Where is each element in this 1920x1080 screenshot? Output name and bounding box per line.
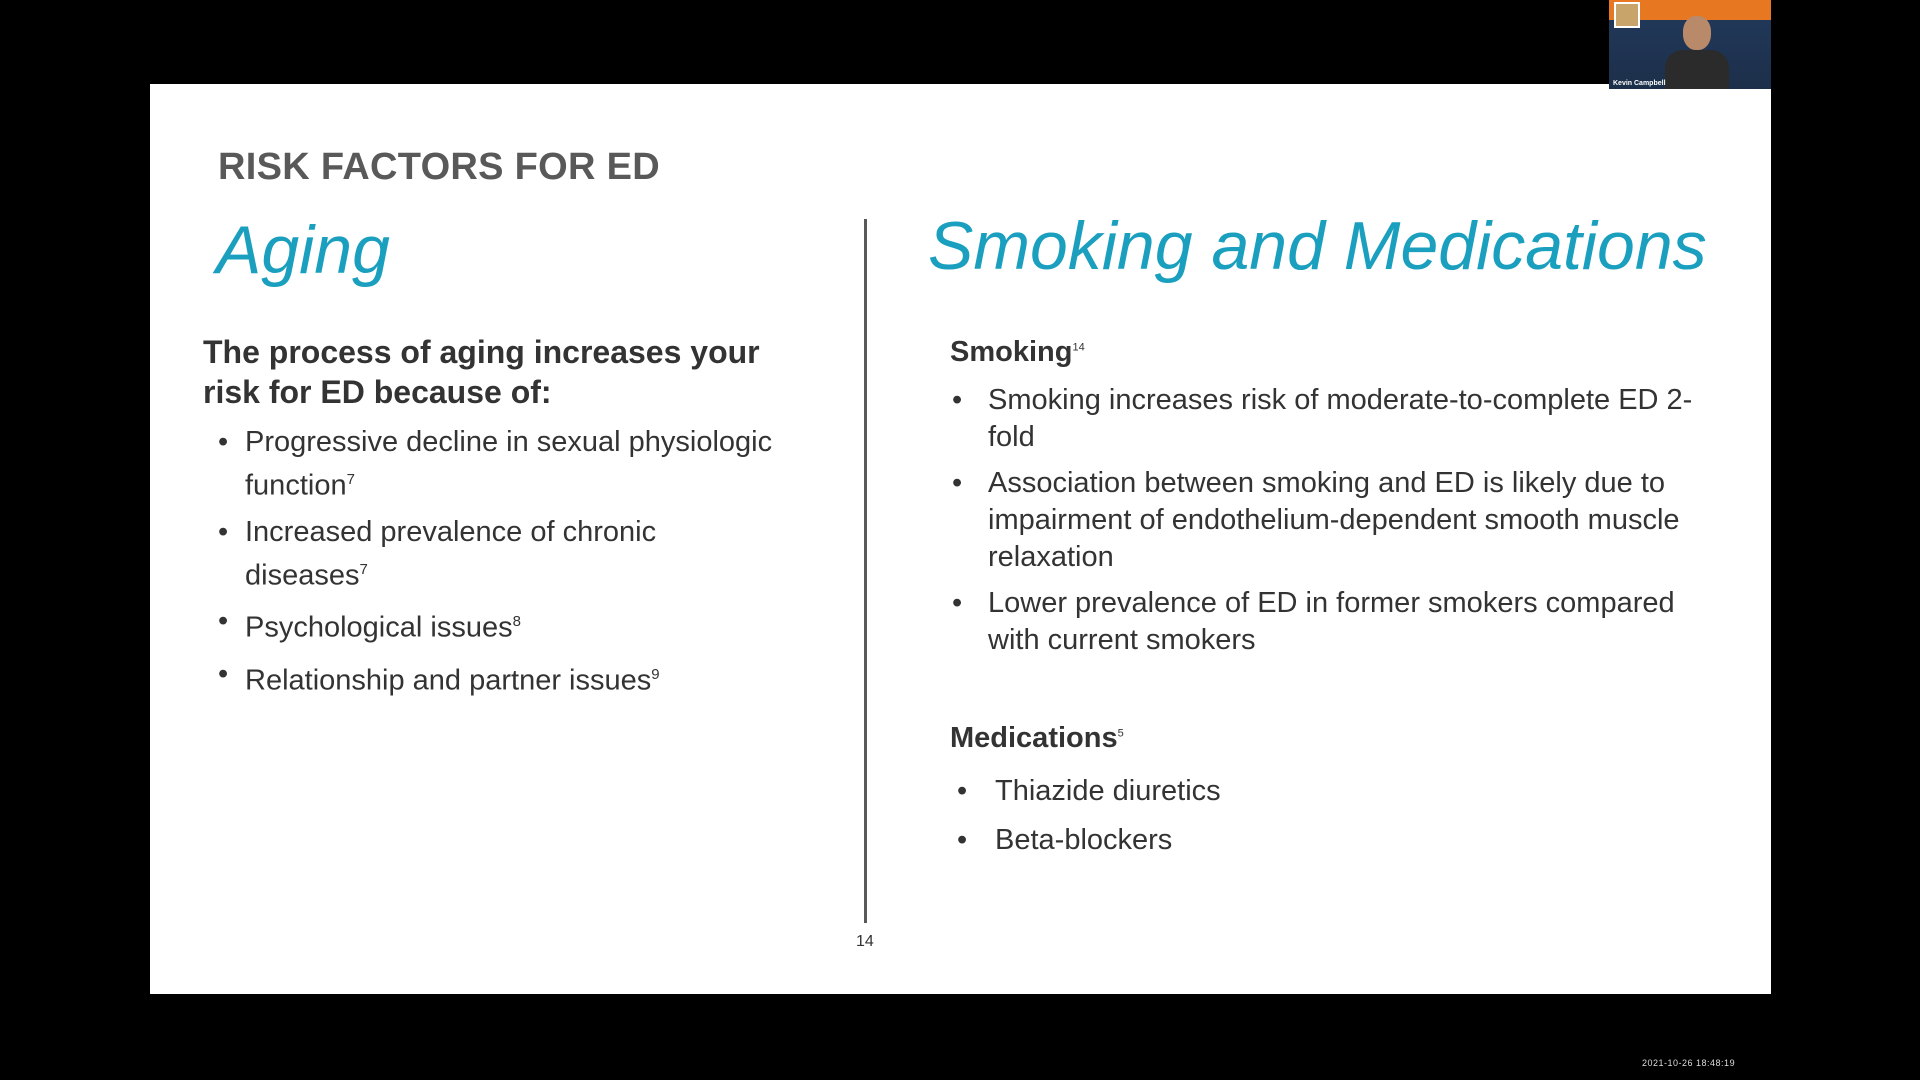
slide-page-number: 14 <box>856 933 874 950</box>
presenter-video <box>1661 14 1731 89</box>
bullet: • <box>952 587 963 619</box>
presenter-head <box>1683 16 1711 50</box>
bullet: • <box>218 426 229 458</box>
citation-ref: 7 <box>346 471 355 488</box>
presenter-name: Kevin Campbell <box>1613 80 1666 87</box>
slide-heading: RISK FACTORS FOR ED <box>218 146 661 188</box>
aging-factor-list <box>218 424 775 709</box>
smoking-medications-title: Smoking and Medications <box>928 208 1707 284</box>
smoking-list <box>952 382 1728 668</box>
presenter-body <box>1665 50 1729 89</box>
medications-list <box>957 773 1495 871</box>
presentation-slide <box>150 84 1771 994</box>
medication-item: • Beta-blockers <box>995 822 1495 859</box>
bullet: • <box>952 384 963 416</box>
bullet: • <box>218 657 229 690</box>
bullet: • <box>218 605 229 638</box>
aging-factor-item: • Progressive decline in sexual physiologic function$^7$ <box>218 426 773 502</box>
aging-factor-item: • Increased prevalence of chronic diseases$^7$ <box>218 515 657 592</box>
bullet: • <box>957 775 968 807</box>
citation-ref: 14 <box>1072 341 1085 354</box>
aging-intro: The process of aging increases your risk for ED because of: <box>203 334 760 410</box>
aging-factor-item: • Relationship and partner issues$^9$ <box>218 657 660 697</box>
presenter-webcam-tile[interactable] <box>1609 0 1771 89</box>
citation-ref: 7 <box>359 560 368 578</box>
medications-heading: Medications$^5$ <box>950 722 1124 754</box>
smoking-item: • Smoking increases risk of moderate-to-complete ED 2-fold <box>952 384 1693 453</box>
bullet: • <box>218 515 229 548</box>
bullet: • <box>957 824 968 856</box>
citation-ref: 5 <box>1117 727 1124 740</box>
medication-item: • Thiazide diuretics <box>995 773 1495 810</box>
column-divider <box>864 219 867 923</box>
aging-factor-item: • Psychological issues$^8$ <box>218 605 521 644</box>
citation-ref: 8 <box>512 613 521 631</box>
smoking-heading: Smoking$^{14}$ <box>950 336 1085 368</box>
smoking-item: • Lower prevalence of ED in former smokers compared with current smokers <box>952 587 1675 656</box>
bullet: • <box>952 467 963 499</box>
recording-timestamp: 2021-10-26 18:48:19 <box>1642 1058 1736 1068</box>
citation-ref: 9 <box>651 665 660 683</box>
aging-title: Aging <box>216 212 390 288</box>
smoking-item: • Association between smoking and ED is likely due to impairment of endothelium-dependent smooth muscle relaxation <box>952 467 1680 573</box>
institution-logo <box>1614 2 1640 28</box>
